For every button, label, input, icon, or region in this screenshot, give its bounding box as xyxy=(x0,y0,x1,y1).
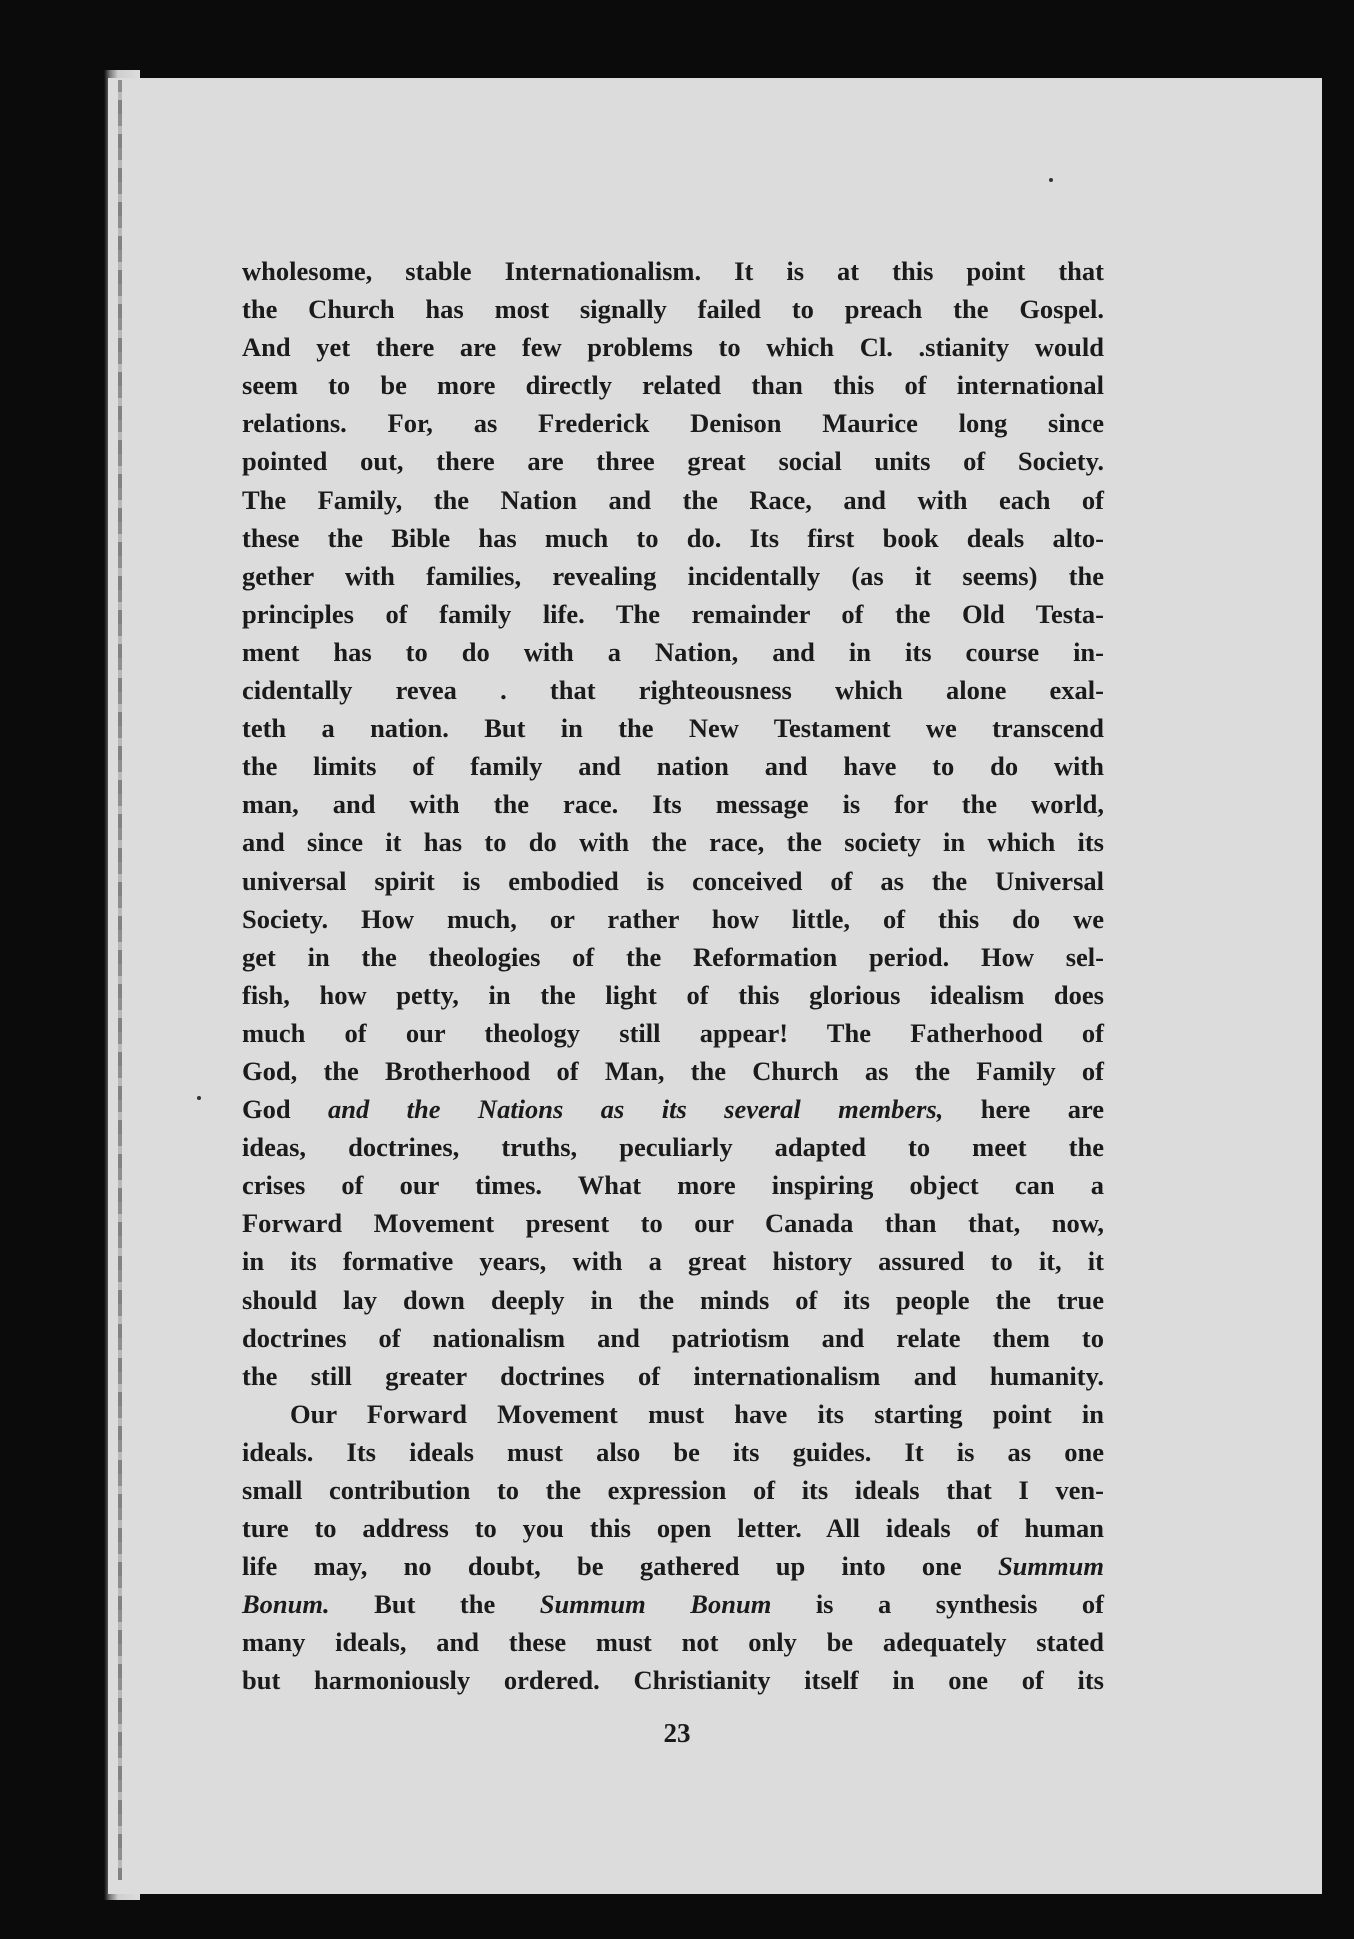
scan-speck xyxy=(197,1096,201,1100)
text-line: gether with families, revealing incidentally (as it seems) the xyxy=(242,560,1104,591)
text-line: in its formative years, with a great history assured to it, it xyxy=(242,1246,1104,1277)
text-line: ideals. Its ideals must also be its guides. It is as one xyxy=(242,1436,1104,1467)
text-line: The Family, the Nation and the Race, and with each of xyxy=(242,484,1104,515)
text-line: crises of our times. What more inspiring object can a xyxy=(242,1170,1104,1201)
italic-text-run: Bonum. xyxy=(242,1589,330,1620)
text-line: pointed out, there are three great social units of Society. xyxy=(242,446,1104,477)
text-run: But the xyxy=(329,1589,540,1620)
text-line: cidentally revea . that righteousness which alone exal- xyxy=(242,675,1104,706)
italic-text-run: Summum xyxy=(997,1551,1104,1582)
text-line: but harmoniously ordered. Christianity itself in one of its xyxy=(242,1665,1104,1696)
text-line: God, the Brotherhood of Man, the Church as the Family of xyxy=(242,1055,1104,1086)
text-line-mixed xyxy=(242,1585,1104,1623)
text-line: ture to address to you this open letter. All ideals of human xyxy=(242,1513,1104,1544)
text-line: Society. How much, or rather how little, of this do we xyxy=(242,903,1104,934)
scan-speck xyxy=(1049,178,1053,182)
text-line-mixed xyxy=(242,1547,1104,1585)
text-line: universal spirit is embodied is conceived of as the Universal xyxy=(242,865,1104,896)
text-line: much of our theology still appear! The Fatherhood of xyxy=(242,1017,1104,1048)
text-line-mixed xyxy=(242,1090,1104,1128)
text-line: Forward Movement present to our Canada than that, now, xyxy=(242,1208,1104,1239)
paragraph-first-line: Our Forward Movement must have its starting point in xyxy=(290,1398,1104,1429)
text-line: doctrines of nationalism and patriotism and relate them to xyxy=(242,1322,1104,1353)
text-line: the limits of family and nation and have to do with xyxy=(242,751,1104,782)
text-line: ment has to do with a Nation, and in its course in- xyxy=(242,636,1104,667)
italic-text-run: and the Nations as its several members, xyxy=(328,1094,944,1125)
page-gutter-shadow xyxy=(118,80,122,1880)
text-line: small contribution to the expression of its ideals that I ven- xyxy=(242,1475,1104,1505)
text-line: teth a nation. But in the New Testament we transcend xyxy=(242,713,1104,744)
text-line: and since it has to do with the race, the society in which its xyxy=(242,827,1104,858)
text-run: here are xyxy=(943,1094,1104,1125)
text-line: many ideals, and these must not only be adequately stated xyxy=(242,1627,1104,1658)
text-line: the Church has most signally failed to preach the Gospel. xyxy=(242,294,1104,325)
text-run: is a synthesis of xyxy=(771,1589,1104,1620)
text-line: should lay down deeply in the minds of its people the true xyxy=(242,1284,1104,1315)
text-line: principles of family life. The remainder of the Old Testa- xyxy=(242,598,1104,629)
page-number: 23 xyxy=(663,1718,691,1748)
text-line: wholesome, stable Internationalism. It is at this point that xyxy=(242,256,1104,286)
text-run: life may, no doubt, be gathered up into one xyxy=(242,1551,998,1582)
text-line: And yet there are few problems to which Cl. .stianity would xyxy=(242,332,1104,363)
italic-text-run: Summum Bonum xyxy=(539,1589,772,1620)
text-line: relations. For, as Frederick Denison Maurice long since xyxy=(242,408,1104,439)
text-line: get in the theologies of the Reformation period. How sel- xyxy=(242,941,1104,972)
text-line: the still greater doctrines of internationalism and humanity. xyxy=(242,1360,1104,1391)
text-line: these the Bible has much to do. Its first book deals alto- xyxy=(242,522,1104,553)
text-line: fish, how petty, in the light of this glorious idealism does xyxy=(242,979,1104,1010)
text-line: seem to be more directly related than this of international xyxy=(242,370,1104,401)
text-run: God xyxy=(242,1094,329,1125)
text-line: ideas, doctrines, truths, peculiarly adapted to meet the xyxy=(242,1132,1104,1163)
body-text xyxy=(242,252,1104,1700)
text-line: man, and with the race. Its message is for the world, xyxy=(242,789,1104,820)
